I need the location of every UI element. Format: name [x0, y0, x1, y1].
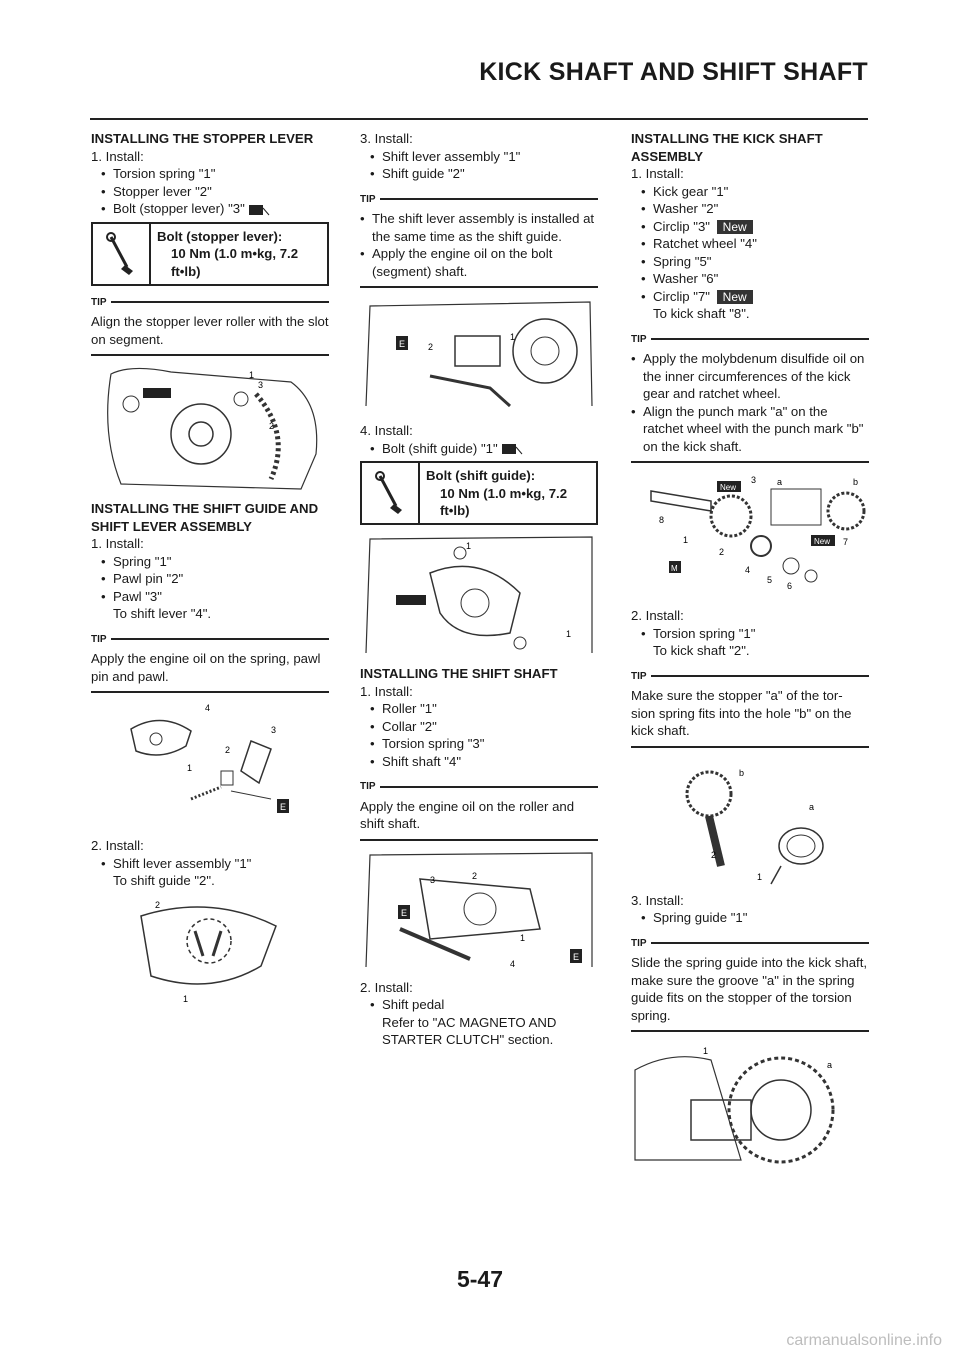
list-item: • Torsion spring "3" — [370, 735, 598, 753]
callout-4: 4 — [510, 958, 516, 969]
column-middle — [360, 130, 598, 1049]
tip-box — [360, 191, 598, 289]
callout-a: a — [827, 1060, 833, 1070]
callout-1: 1 — [183, 993, 189, 1004]
step-label: 2. Install: — [360, 979, 413, 995]
section-heading: INSTALLING THE SHIFT SHAFT — [360, 666, 558, 681]
new-part-label: New — [720, 483, 737, 492]
callout-a: a — [777, 477, 783, 487]
callout-4: 4 — [205, 703, 211, 713]
callout-3: 3 — [258, 380, 264, 390]
tip-text: Make sure the stopper "a" of the tor- sion spring fits into the hole "b" on the kick shaft. — [631, 685, 869, 748]
callout-a: a — [809, 801, 815, 812]
oil-mark-e: E — [573, 951, 580, 962]
step-label: 3. Install: — [360, 131, 413, 146]
watermark: carmanualsonline.info — [786, 1332, 942, 1349]
step-label: 1. Install: — [91, 536, 144, 551]
tip-label: TIP — [631, 670, 647, 682]
new-part-badge: New — [717, 290, 753, 304]
list-item-text: Circlip "7" — [653, 288, 710, 304]
step-label: 1. Install: — [91, 148, 144, 164]
kick-shaft-exploded-figure — [631, 471, 869, 601]
list-item: • Spring "1" — [101, 553, 329, 571]
shift-guide-bolt-figure — [360, 533, 598, 659]
spring-guide-figure — [631, 1040, 869, 1170]
callout-2: 2 — [719, 547, 725, 557]
tip-box — [631, 331, 869, 464]
spec-value-unit: ft•lb) — [171, 263, 201, 279]
callout-6: 6 — [787, 581, 793, 591]
callout-3: 3 — [430, 874, 436, 885]
list-item: • Collar "2" — [370, 718, 598, 736]
tip-label: TIP — [631, 937, 647, 949]
callout-b: b — [739, 767, 745, 778]
list-item — [641, 218, 869, 236]
callout-1: 1 — [510, 332, 516, 342]
callout-5: 5 — [767, 575, 773, 585]
oil-mark-m: M — [671, 564, 678, 573]
section-heading: INSTALLING THE KICK SHAFT ASSEMBLY — [631, 131, 823, 164]
oil-mark-e: E — [399, 339, 406, 349]
new-part-label: New — [814, 537, 831, 546]
list-item: • Shift shaft "4" — [370, 753, 598, 771]
list-item-text: Circlip "3" — [653, 218, 710, 234]
list-item: • Washer "2" — [641, 200, 869, 218]
callout-1: 1 — [466, 541, 472, 551]
header-rule — [90, 118, 868, 120]
tip-text: Slide the spring guide into the kick shaft, make sure the groove "a" in the spring guide fits on the stopper of the torsion spring. — [631, 952, 869, 1032]
step-label: 4. Install: — [360, 423, 413, 438]
shift-lever-installed-figure — [360, 296, 598, 416]
callout-2: 2 — [225, 745, 231, 755]
step-label: 2. Install: — [91, 838, 144, 853]
list-item — [370, 440, 598, 458]
tip-label: TIP — [631, 333, 647, 345]
list-item: • Roller "1" — [370, 700, 598, 718]
tip-text: • Align the punch mark "a" on the ratchet wheel with the punch mark "b" on the kick shaft. — [631, 403, 869, 456]
thread-locker-icon — [501, 443, 523, 455]
thread-locker-icon — [248, 204, 270, 216]
list-item: • Shift pedal — [370, 996, 598, 1014]
callout-2: 2 — [269, 421, 275, 431]
spec-title: Bolt (shift guide): — [426, 468, 536, 483]
list-subtext: STARTER CLUTCH" section. — [382, 1032, 554, 1047]
callout-1: 1 — [757, 871, 763, 882]
callout-1: 1 — [520, 932, 526, 943]
tip-text: • Apply the engine oil on the bolt (segment) shaft. — [360, 245, 598, 280]
tip-text: • Apply the molybdenum disulfide oil on the inner circumferences of the kick gear and ratchet wheel. — [631, 350, 869, 403]
oil-mark-e: E — [401, 907, 408, 918]
list-item: • Kick gear "1" — [641, 183, 869, 201]
list-subtext: To kick shaft "2". — [653, 643, 750, 658]
section-heading: INSTALLING THE STOPPER LEVER — [91, 131, 314, 146]
list-item: • Washer "6" — [641, 270, 869, 288]
callout-1: 1 — [683, 535, 689, 545]
tip-text: • The shift lever assembly is installed at the same time as the shift guide. — [360, 210, 598, 245]
callout-1: 1 — [249, 370, 255, 380]
torsion-spring-figure — [631, 756, 869, 886]
shift-lever-parts-figure — [91, 701, 329, 831]
list-item: • Pawl pin "2" — [101, 570, 329, 588]
shift-guide-figure — [91, 896, 329, 1006]
step-label: 1. Install: — [631, 166, 684, 181]
spec-value-unit: ft•lb) — [440, 503, 470, 518]
list-item-text: Bolt (stopper lever) "3" — [113, 201, 245, 216]
tip-text: Apply the engine oil on the roller and shift shaft. — [360, 796, 598, 841]
spec-value: 10 Nm (1.0 m•kg, 7.2 — [171, 246, 299, 261]
tip-box — [360, 778, 598, 841]
column-left — [91, 130, 329, 1012]
callout-3: 3 — [271, 725, 277, 735]
callout-1: 1 — [187, 763, 193, 773]
section-heading: INSTALLING THE SHIFT GUIDE AND SHIFT LEVER ASSEMBLY — [91, 501, 319, 534]
tip-box — [631, 668, 869, 748]
oil-mark-e: E — [280, 802, 287, 812]
page-title: KICK SHAFT AND SHIFT SHAFT — [479, 58, 868, 86]
callout-7: 7 — [843, 537, 849, 547]
list-subtext: Refer to "AC MAGNETO AND — [382, 1014, 557, 1030]
column-right — [631, 130, 869, 1176]
list-subtext: To shift guide "2". — [113, 873, 215, 888]
shift-shaft-figure — [360, 849, 598, 973]
callout-2: 2 — [155, 899, 161, 910]
list-item: • Ratchet wheel "4" — [641, 235, 869, 253]
torque-spec-box — [360, 461, 598, 525]
callout-8: 8 — [659, 515, 665, 525]
callout-3: 3 — [751, 475, 757, 485]
step-label: 2. Install: — [631, 608, 684, 623]
list-item: • Shift lever assembly "1" — [101, 855, 329, 873]
tip-box — [631, 935, 869, 1033]
torque-wrench-icon — [93, 224, 151, 284]
list-item: • Shift guide "2" — [370, 165, 598, 183]
page-number: 5-47 — [456, 1266, 504, 1292]
callout-b: b — [853, 477, 859, 487]
tip-box — [91, 294, 329, 357]
stopper-lever-figure — [91, 364, 329, 494]
list-subtext: To shift lever "4". — [113, 606, 212, 621]
torque-spec-box — [91, 222, 329, 286]
tip-label: TIP — [91, 296, 107, 308]
callout-1: 1 — [566, 629, 572, 639]
torque-wrench-icon — [362, 463, 420, 523]
list-item — [641, 288, 869, 306]
callout-1: 1 — [703, 1046, 709, 1056]
tip-text: Apply the engine oil on the spring, pawl pin and pawl. — [91, 648, 329, 693]
tip-label: TIP — [91, 633, 107, 645]
tip-text: Align the stopper lever roller with the slot on segment. — [91, 311, 329, 356]
new-part-badge: New — [717, 220, 753, 234]
list-item: • Stopper lever "2" — [101, 183, 329, 201]
tip-box — [91, 631, 329, 694]
tip-label: TIP — [360, 193, 376, 205]
list-item: • Torsion spring "1" — [641, 625, 869, 643]
spec-value: 10 Nm (1.0 m•kg, 7.2 — [440, 485, 568, 501]
callout-2: 2 — [428, 342, 434, 352]
step-label: 1. Install: — [360, 683, 413, 699]
list-subtext: To kick shaft "8". — [653, 306, 750, 321]
list-item: • Spring guide "1" — [641, 909, 869, 927]
list-item: • Torsion spring "1" — [101, 165, 329, 183]
list-item: • Pawl "3" — [101, 588, 329, 606]
callout-2: 2 — [472, 870, 478, 881]
list-item: • Spring "5" — [641, 253, 869, 271]
callout-4: 4 — [745, 565, 751, 575]
tip-label: TIP — [360, 781, 376, 792]
list-item — [101, 200, 329, 218]
list-item: • Shift lever assembly "1" — [370, 148, 598, 166]
list-item-text: Bolt (shift guide) "1" — [382, 440, 498, 456]
spec-title: Bolt (stopper lever): — [157, 228, 283, 244]
callout-2: 2 — [711, 849, 717, 860]
step-label: 3. Install: — [631, 892, 684, 908]
